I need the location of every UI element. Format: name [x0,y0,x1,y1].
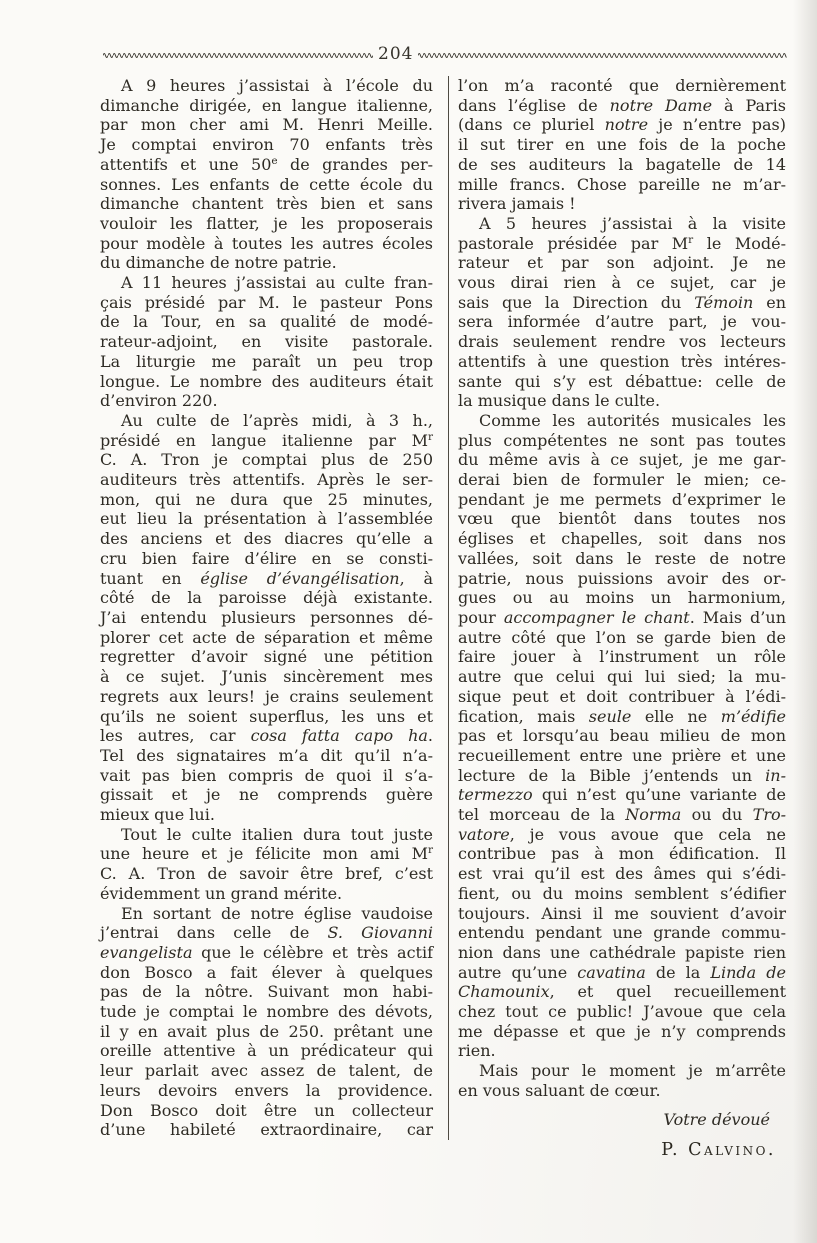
text-line: regrets aux leurs! je crains seulement [100,686,433,706]
text-line: présidé en langue italienne par $M^r$ [100,430,433,450]
text-line: me dépasse et que je n’y comprends [458,1021,786,1041]
text-line: evangelista que le célèbre et très actif [100,942,433,962]
text-line: tude je comptai le nombre des dévots, [100,1002,433,1022]
text-line: sera informée d’autre part, je vou- [458,312,786,332]
text-line: sique peut et doit contribuer à l’édi- [458,686,786,706]
page-header [103,44,787,64]
text-line: çais présidé par M. le pasteur Pons [100,292,433,312]
text-line: eut lieu la présentation à l’assemblée [100,509,433,529]
text-line: entendu pendant une grande commu- [458,923,786,943]
signature-valediction: Votre dévoué [663,1109,770,1129]
text-line: C. A. Tron de savoir être bref, c’est [100,864,433,884]
text-line: attentifs et une 50e de grandes per- [100,154,434,174]
text-line: à ce sujet. J’unis sincèrement mes [100,667,433,687]
text-line: gissait et je ne comprends guère [100,785,433,805]
text-line: A 5 heures j’assistai à la visite [479,213,786,233]
text-line: la musique dans le culte. [458,391,661,411]
text-line: l’on m’a raconté que dernièrement [458,76,786,95]
italic-segment: seule [588,706,632,726]
text-line: du dimanche de notre patrie. [100,253,337,273]
italic-segment: m’édifie [720,706,786,726]
italic-segment: notre Dame [609,95,713,115]
text-line: vœu que bientôt dans toutes nos [458,509,786,529]
text-line: rivera jamais ! [458,194,576,214]
text-line: pendant je me permets d’exprimer le [458,489,786,509]
text-line: longue. Le nombre des auditeurs était [100,371,433,391]
text-line: pas de la nôtre. Suivant mon habi- [100,982,433,1002]
wavy-rule-right-icon [418,50,787,58]
signature-block [458,1110,786,1160]
text-line: de ses auditeurs la bagatelle de 14 [458,154,786,174]
text-line: cru bien faire d’élire en se consti- [100,548,433,568]
text-line: Don Bosco doit être un collecteur [100,1100,433,1120]
text-line: vait pas bien compris de quoi il s’a- [100,765,433,785]
text-line: Je comptai environ 70 enfants très [100,135,433,155]
text-line: contribue pas à mon édification. Il [458,844,786,864]
text-line: C. A. Tron je comptai plus de 250 [100,450,433,470]
text-line: plorer cet acte de séparation et même [100,627,433,647]
left-column [100,76,449,1140]
text-line: sonnes. Les enfants de cette école du [100,174,433,194]
right-column [449,76,786,1160]
text-columns [100,76,786,1160]
text-line: fication, mais seule elle ne m’édifie [458,706,786,726]
superscript: r [427,844,433,857]
text-line: Mais pour le moment je m’arrête [479,1061,786,1081]
text-line: tuant en église d’évangélisation, à [100,568,433,588]
text-line: une heure et je félicite mon ami $M^r$ [100,844,433,864]
italic-segment: Linda de [710,962,786,982]
text-line: des anciens et des diacres qu’elle a [100,529,433,549]
italic-segment: S. Giovanni [327,923,433,943]
text-line: La liturgie me paraît un peu trop [100,351,433,371]
text-line: attentifs à une question très intéres- [458,351,786,371]
text-line: don Bosco a fait élever à quelques [100,962,433,982]
italic-segment: in- [765,765,786,785]
text-line: Au culte de l’après midi, à 3 h., [121,410,433,430]
italic-segment: Chamounix [458,982,550,1002]
italic-segment: notre [604,115,649,135]
text-line: mieux que lui. [100,805,215,825]
text-line: En sortant de notre église vaudoise [121,903,433,923]
text-line: Tout le culte italien dura tout juste [121,824,433,844]
page-number: 204 [378,44,414,64]
text-line: dimanche dirigée, en langue italienne, [100,95,433,115]
text-line: pas et lorsqu’au beau milieu de mon [458,726,786,746]
text-line: côté de la paroisse déjà existante. [100,588,433,608]
text-line: par mon cher ami M. Henri Meille. [100,115,433,135]
text-line: drais seulement rendre vos lecteurs [458,332,786,352]
text-line: Chamounix, et quel recueillement [458,982,786,1002]
text-line: A 11 heures j’assistai au culte fran- [121,273,433,293]
signature-name: P. Calvino. [661,1139,776,1160]
wavy-rule-left-icon [103,50,373,58]
text-line: en vous saluant de cœur. [458,1080,661,1100]
italic-segment: Norma [625,805,682,825]
text-line: pour modèle à toutes les autres écoles [100,233,433,253]
text-line: dans l’église de notre Dame à Paris [458,95,787,115]
text-line: A 9 heures j’assistai à l’école du [121,76,433,95]
text-line: sais que la Direction du Témoin en [458,292,786,312]
italic-segment: Témoin [694,292,754,312]
text-line: du même avis à ce sujet, je me gar- [458,450,786,470]
italic-segment: Tro- [752,805,786,825]
text-line: fient, ou du moins semblent s’édifier [458,883,786,903]
superscript: e [271,154,278,167]
text-line: (dans ce pluriel notre je n’entre pas) [458,115,786,135]
text-line: patrie, nous puissions avoir des or- [458,568,786,588]
text-line: rateur et par son adjoint. Je ne [458,253,786,273]
italic-segment: termezzo [458,785,533,805]
text-line: mille francs. Chose pareille ne m’ar- [458,174,786,194]
text-line: vouloir les flatter, je les proposerais [100,213,433,233]
text-line: vatore, je vous avoue que cela ne [458,824,786,844]
text-line: j’entrai dans celle de S. Giovanni [100,923,433,943]
italic-segment: cosa fatta capo ha [250,726,428,746]
text-line: plus compétentes ne sont pas toutes [458,430,786,450]
right-column-text [458,76,786,1101]
text-line: gues ou au moins un harmonium, [458,588,786,608]
text-line: d’environ 220. [100,391,218,411]
text-line: recueillement entre une prière et une [458,745,786,765]
text-line: Comme les autorités musicales les [479,410,786,430]
italic-segment: evangelista [100,942,193,962]
text-line: Tel des signataires m’a dit qu’il n’a- [100,745,433,765]
italic-segment: accompagner le chant [503,607,690,627]
superscript: r [427,430,433,443]
text-line: termezzo qui n’est qu’une variante de [458,785,786,805]
text-line: est vrai qu’il est des âmes qui s’édi- [458,864,786,884]
text-line: pour accompagner le chant. Mais d’un [458,607,786,627]
text-line: dimanche chantent très bien et sans [100,194,433,214]
text-line: il sut tirer en une fois de la poche [458,135,786,155]
superscript: r [688,233,694,246]
text-line: leur parlait avec assez de talent, de [100,1061,433,1081]
italic-segment: cavatina [577,962,646,982]
text-line: tel morceau de la Norma ou du Tro- [458,805,786,825]
text-line: oreille attentive à un prédicateur qui [100,1041,433,1061]
text-line: leurs devoirs envers la providence. [100,1080,433,1100]
text-line: de la Tour, en sa qualité de modé- [100,312,433,332]
text-line: chez tout ce public! J’avoue que cela [458,1002,786,1022]
text-line: autre qu’une cavatina de la Linda de [458,962,786,982]
text-line: d’une habileté extraordinaire, car [100,1120,433,1140]
text-line: J’ai entendu plusieurs personnes dé- [100,607,433,627]
text-line: autre côté que l’on se garde bien de [458,627,786,647]
text-line: auditeurs très attentifs. Après le ser- [100,470,433,490]
text-line: nion dans une cathédrale papiste rien [458,942,786,962]
text-line: vous dirai rien à ce sujet, car je [458,273,786,293]
text-line: derai bien de formuler le mien; ce- [458,470,786,490]
text-line: lecture de la Bible j’entends un in- [458,765,786,785]
text-line: pastorale présidée par $M^r$ le Modé- [458,233,787,253]
text-line: autre que celui qui lui sied; la mu- [458,667,786,687]
text-line: églises et chapelles, soit dans nos [458,529,786,549]
text-line: il y en avait plus de 250. prêtant une [100,1021,433,1041]
text-line: rateur-adjoint, en visite pastorale. [100,332,433,352]
text-line: regretter d’avoir signé une pétition [100,647,433,667]
italic-segment: vatore [458,824,510,844]
text-line: évidemment un grand mérite. [100,883,343,903]
text-line: qu’ils ne soient superflus, les uns et [100,706,433,726]
text-line: toujours. Ainsi il me souvient d’avoir [458,903,786,923]
text-line: vallées, soit dans le reste de notre [458,548,786,568]
italic-segment: église d’évangélisation [200,568,400,588]
text-line: mon, qui ne dura que 25 minutes, [100,489,433,509]
text-line: sante qui s’y est débattue: celle de [458,371,786,391]
text-line: faire jouer à l’instrument un rôle [458,647,786,667]
text-line: les autres, car cosa fatta capo ha. [100,726,434,746]
text-line: rien. [458,1041,496,1061]
